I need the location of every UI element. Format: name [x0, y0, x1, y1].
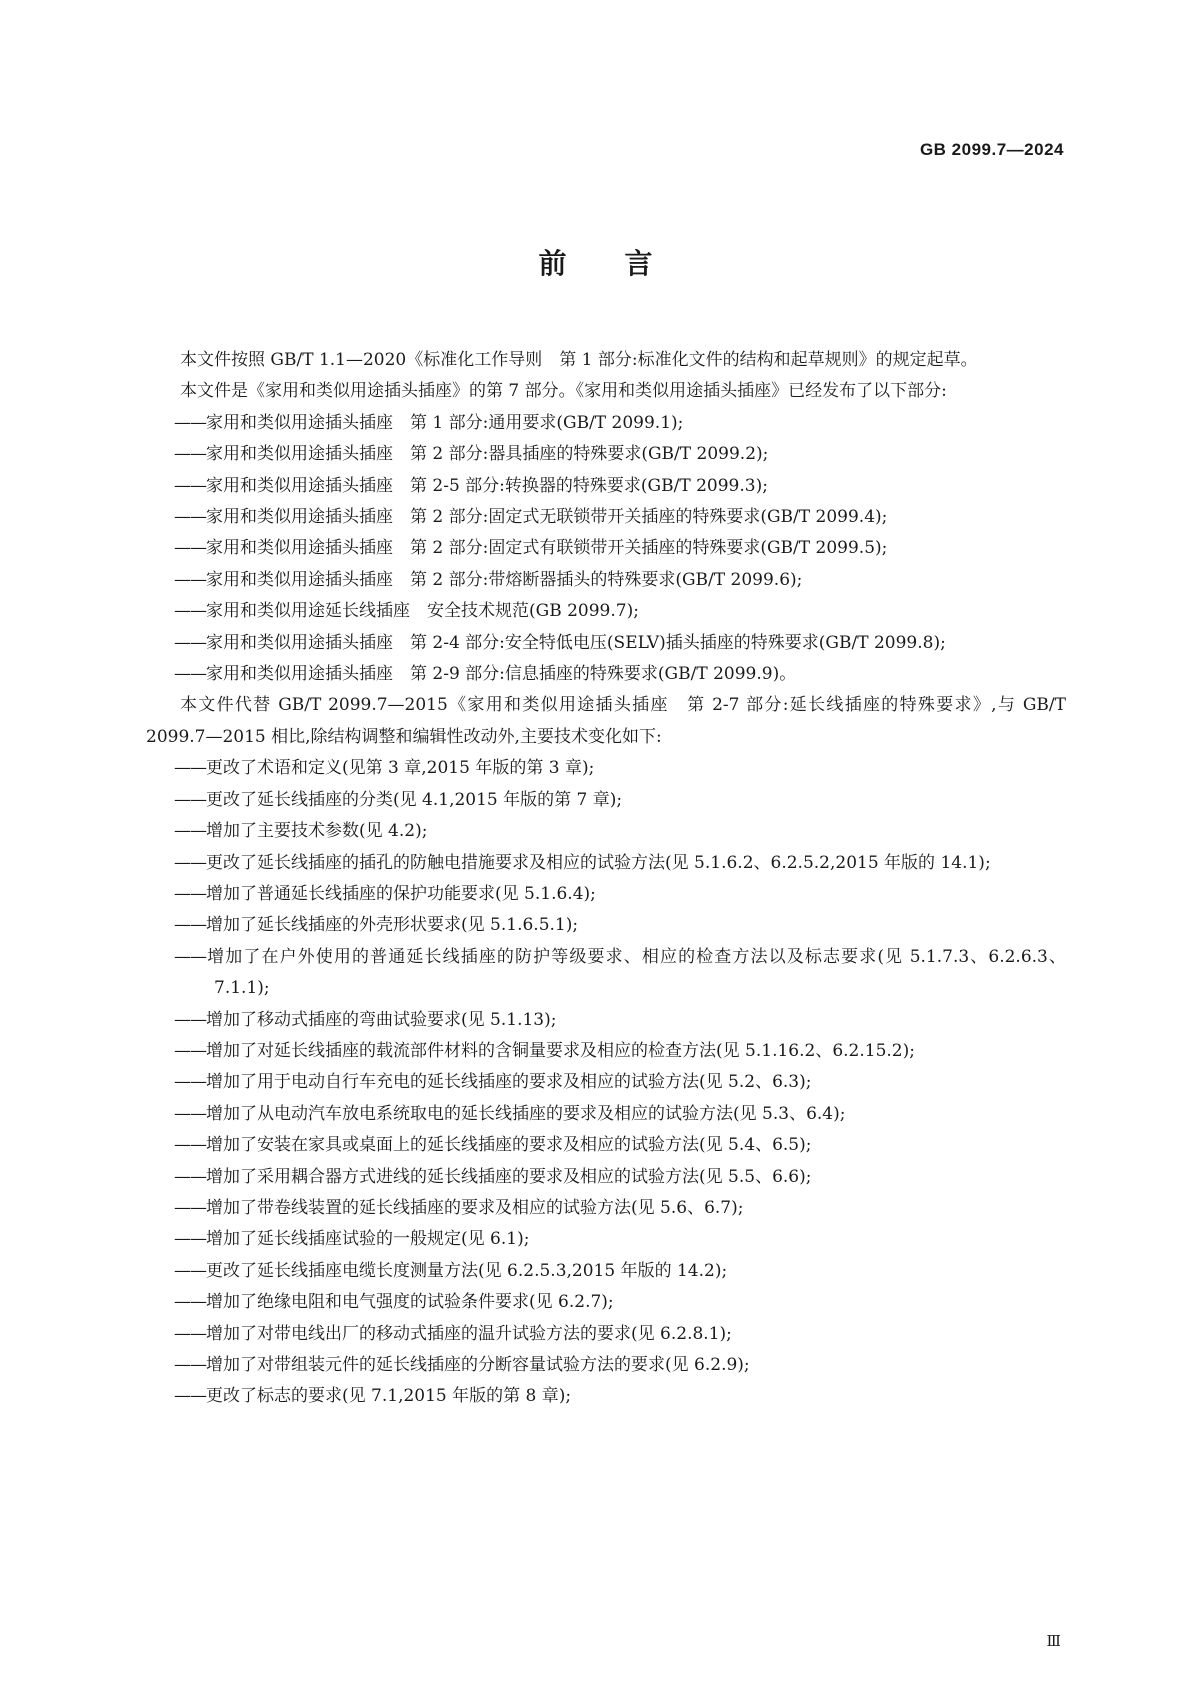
- list-item: [146, 785, 1066, 816]
- list-item: [146, 628, 1066, 659]
- list-item-text: 家用和类似用途延长线插座 安全技术规范(GB 2099.7);: [206, 601, 639, 622]
- list-item-text: 家用和类似用途插头插座 第 2-4 部分:安全特低电压(SELV)插头插座的特殊要求(GB/T 2099.8);: [206, 632, 946, 653]
- list-item: [146, 565, 1066, 596]
- list-dash: ——: [174, 664, 206, 685]
- list-dash: ——: [174, 1166, 206, 1187]
- list-item-text: 更改了术语和定义(见第 3 章,2015 年版的第 3 章);: [206, 758, 595, 779]
- list-item-text: 增加了用于电动自行车充电的延长线插座的要求及相应的试验方法(见 5.2、6.3);: [206, 1072, 812, 1093]
- list-item: [146, 1099, 1066, 1130]
- changes-list: [146, 753, 1066, 1413]
- list-dash: ——: [174, 632, 206, 653]
- list-item: [146, 848, 1066, 879]
- list-item: [146, 753, 1066, 784]
- list-dash: ——: [174, 1229, 206, 1250]
- list-item: [146, 533, 1066, 564]
- list-item: [146, 659, 1066, 690]
- page-number: Ⅲ: [1046, 1632, 1061, 1650]
- list-dash: ——: [174, 1040, 206, 1061]
- list-item: [146, 408, 1066, 439]
- list-item: [146, 1067, 1066, 1098]
- list-item-text: 更改了延长线插座电缆长度测量方法(见 6.2.5.3,2015 年版的 14.2);: [206, 1260, 728, 1281]
- list-item: [146, 1130, 1066, 1161]
- page-title: 前言: [538, 247, 711, 280]
- list-dash: ——: [174, 1135, 206, 1156]
- list-item-text: 增加了对带组装元件的延长线插座的分断容量试验方法的要求(见 6.2.9);: [206, 1355, 750, 1375]
- list-item: [146, 1005, 1066, 1036]
- list-dash: ——: [174, 852, 206, 873]
- list-item: [146, 816, 1066, 847]
- list-item-text: 更改了延长线插座的分类(见 4.1,2015 年版的第 7 章);: [206, 789, 623, 810]
- list-dash: ——: [174, 569, 206, 590]
- list-item: [146, 1381, 1066, 1412]
- list-item-text: 更改了标志的要求(见 7.1,2015 年版的第 8 章);: [206, 1386, 572, 1407]
- list-item: [146, 942, 1066, 1005]
- list-item-text: 增加了绝缘电阻和电气强度的试验条件要求(见 6.2.7);: [206, 1292, 614, 1313]
- list-item-text: 家用和类似用途插头插座 第 2 部分:带熔断器插头的特殊要求(GB/T 2099.6);: [206, 569, 803, 590]
- list-item-text: 家用和类似用途插头插座 第 2 部分:固定式有联锁带开关插座的特殊要求(GB/T 2099.5);: [206, 538, 888, 559]
- list-item-text: 增加了普通延长线插座的保护功能要求(见 5.1.6.4);: [206, 883, 596, 904]
- list-item-text: 家用和类似用途插头插座 第 2-9 部分:信息插座的特殊要求(GB/T 2099.9)。: [206, 664, 797, 685]
- list-dash: ——: [174, 1197, 206, 1218]
- list-item: [146, 502, 1066, 533]
- list-item-text: 增加了移动式插座的弯曲试验要求(见 5.1.13);: [206, 1009, 557, 1030]
- list-item: [146, 1193, 1066, 1224]
- list-item: [146, 1036, 1066, 1067]
- list-item-text: 增加了延长线插座试验的一般规定(见 6.1);: [206, 1229, 530, 1250]
- list-dash: ——: [174, 758, 206, 779]
- list-item: [146, 910, 1066, 941]
- list-dash: ——: [174, 1103, 206, 1124]
- list-dash: ——: [174, 915, 206, 936]
- list-item-text: 家用和类似用途插头插座 第 1 部分:通用要求(GB/T 2099.1);: [206, 412, 684, 433]
- list-dash: ——: [174, 538, 206, 559]
- list-dash: ——: [174, 789, 206, 810]
- list-dash: ——: [174, 821, 206, 842]
- list-item-text: 家用和类似用途插头插座 第 2 部分:固定式无联锁带开关插座的特殊要求(GB/T 2099.4);: [206, 507, 888, 528]
- document-body: [146, 345, 1066, 1413]
- list-dash: ——: [174, 507, 206, 528]
- list-dash: ——: [174, 412, 206, 433]
- list-dash: ——: [174, 946, 206, 967]
- list-item-text: 增加了主要技术参数(见 4.2);: [206, 821, 428, 842]
- list-item: [146, 439, 1066, 470]
- paragraph-drafting-basis: 本文件按照 GB/T 1.1—2020《标准化工作导则 第 1 部分:标准化文件的结构和起草规则》的规定起草。: [180, 350, 978, 370]
- list-item-text: 增加了延长线插座的外壳形状要求(见 5.1.6.5.1);: [206, 915, 579, 936]
- list-dash: ——: [174, 1292, 206, 1313]
- list-dash: ——: [174, 1260, 206, 1281]
- parts-list: [146, 408, 1066, 691]
- list-item-text: 增加了对带电线出厂的移动式插座的温升试验方法的要求(见 6.2.8.1);: [206, 1323, 732, 1344]
- list-item: [146, 1319, 1066, 1350]
- list-item-text: 增加了安装在家具或桌面上的延长线插座的要求及相应的试验方法(见 5.4、6.5);: [206, 1135, 812, 1156]
- list-item: [146, 1256, 1066, 1287]
- list-item-text: 增加了从电动汽车放电系统取电的延长线插座的要求及相应的试验方法(见 5.3、6.4);: [206, 1103, 846, 1124]
- list-item-text: 增加了对延长线插座的载流部件材料的含铜量要求及相应的检查方法(见 5.1.16.2、6.2.15.2);: [206, 1040, 915, 1061]
- list-item: [146, 596, 1066, 627]
- list-dash: ——: [174, 1355, 206, 1375]
- list-item-text: 增加了带卷线装置的延长线插座的要求及相应的试验方法(见 5.6、6.7);: [206, 1197, 744, 1218]
- list-dash: ——: [174, 883, 206, 904]
- list-item: [146, 1162, 1066, 1193]
- list-item-text: 增加了在户外使用的普通延长线插座的防护等级要求、相应的检查方法以及标志要求(见 5.1.7.3、6.2.6.3、7.1.1);: [206, 946, 1066, 999]
- list-dash: ——: [174, 1323, 206, 1344]
- list-dash: ——: [174, 475, 206, 496]
- list-dash: ——: [174, 601, 206, 622]
- standard-code: GB 2099.7—2024: [919, 140, 1064, 159]
- list-item: [146, 471, 1066, 502]
- list-item: [146, 1350, 1066, 1381]
- list-dash: ——: [174, 1072, 206, 1093]
- paragraph-replacement: 本文件代替 GB/T 2099.7—2015《家用和类似用途插头插座 第 2-7 部分:延长线插座的特殊要求》,与 GB/T 2099.7—2015 相比,除结构调整和编辑性改动外,主要技术变化如下:: [146, 695, 1066, 747]
- list-item: [146, 1224, 1066, 1255]
- paragraph-series-intro: 本文件是《家用和类似用途插头插座》的第 7 部分。《家用和类似用途插头插座》已经发布了以下部分:: [180, 381, 947, 402]
- list-dash: ——: [174, 1386, 206, 1407]
- list-dash: ——: [174, 1009, 206, 1030]
- list-item: [146, 1287, 1066, 1318]
- list-item-text: 更改了延长线插座的插孔的防触电措施要求及相应的试验方法(见 5.1.6.2、6.2.5.2,2015 年版的 14.1);: [206, 852, 991, 873]
- list-item-text: 家用和类似用途插头插座 第 2-5 部分:转换器的特殊要求(GB/T 2099.3);: [206, 475, 768, 496]
- list-item-text: 增加了采用耦合器方式进线的延长线插座的要求及相应的试验方法(见 5.5、6.6);: [206, 1166, 812, 1187]
- list-item: [146, 879, 1066, 910]
- list-dash: ——: [174, 444, 206, 465]
- list-item-text: 家用和类似用途插头插座 第 2 部分:器具插座的特殊要求(GB/T 2099.2);: [206, 444, 769, 465]
